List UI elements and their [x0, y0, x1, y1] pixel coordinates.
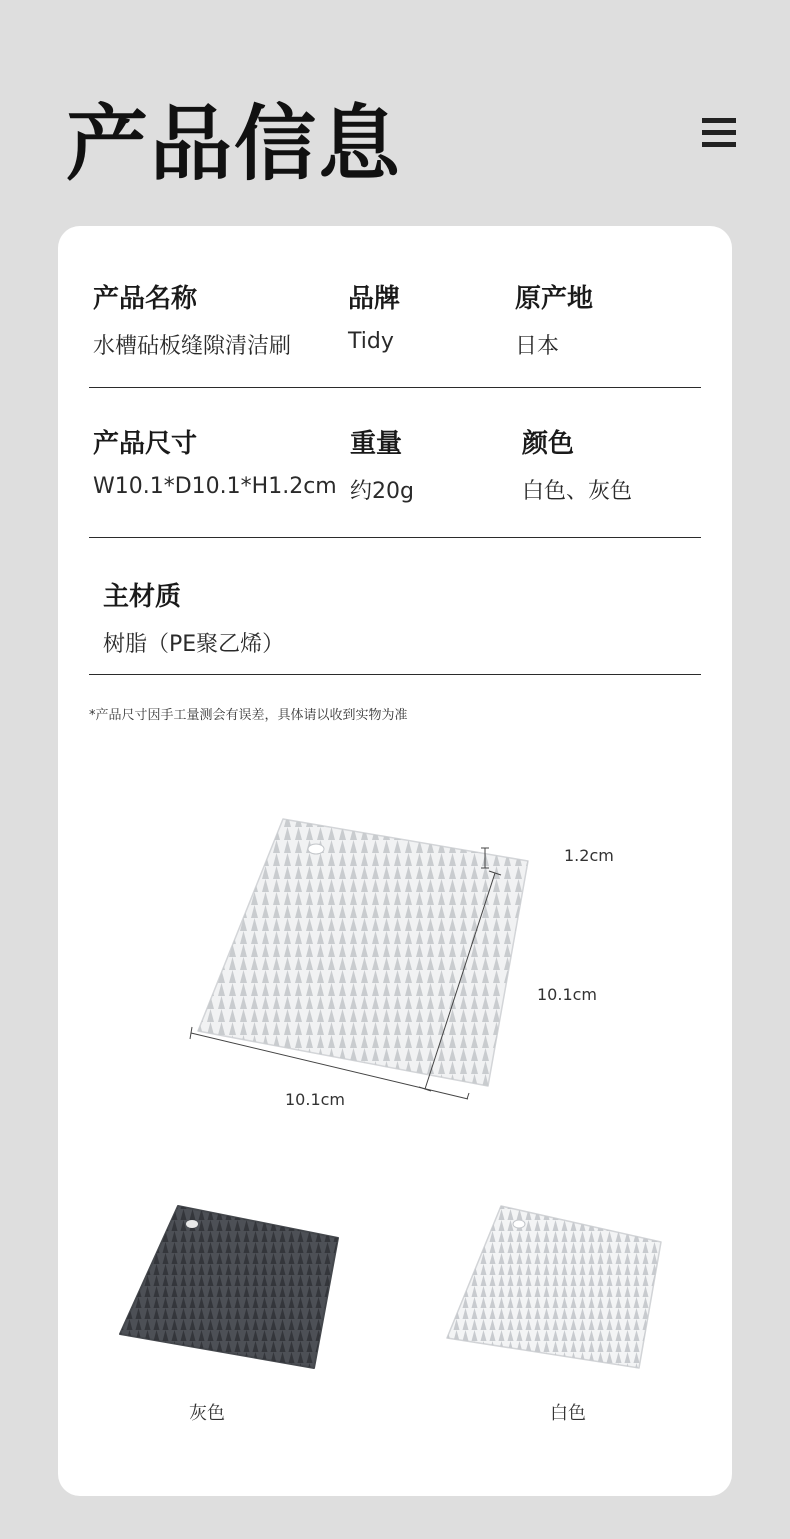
spec-value: W10.1*D10.1*H1.2cm	[93, 474, 337, 499]
spec-brand	[348, 278, 400, 354]
spec-value: 树脂（PE聚乙烯）	[103, 632, 285, 657]
gray-variant-image	[116, 1198, 346, 1373]
spec-label: 原产地	[515, 284, 594, 314]
spec-label: 产品尺寸	[93, 429, 198, 459]
spec-origin	[515, 278, 593, 360]
product-info-card	[58, 226, 732, 1496]
white-variant-image	[443, 1198, 668, 1373]
spec-product-name	[93, 278, 291, 360]
spec-label: 重量	[350, 429, 403, 459]
measurement-note: *产品尺寸因手工量测会有误差，具体请以收到实物为准	[89, 708, 408, 723]
spec-color	[522, 423, 632, 505]
page-title: 产品信息	[66, 97, 403, 192]
brush-dimension-illustration	[183, 801, 603, 1101]
spec-label: 品牌	[348, 284, 401, 314]
divider	[89, 674, 701, 675]
divider	[89, 387, 701, 388]
height-dimension-label: 1.2cm	[564, 846, 614, 865]
white-variant-caption: 白色	[550, 1403, 586, 1424]
spec-material	[103, 576, 284, 658]
divider	[89, 537, 701, 538]
hamburger-menu-icon[interactable]	[702, 118, 736, 148]
spec-value: 日本	[515, 334, 560, 359]
width-dimension-label: 10.1cm	[285, 1090, 346, 1109]
spec-label: 主材质	[103, 582, 182, 612]
spec-value: 白色、灰色	[522, 479, 633, 504]
spec-value: 水槽砧板缝隙清洁刷	[93, 334, 292, 359]
spec-product-size	[93, 423, 337, 499]
spec-weight	[350, 423, 414, 505]
spec-label: 产品名称	[93, 284, 198, 314]
depth-dimension-label: 10.1cm	[537, 985, 598, 1004]
spec-value: 约20g	[350, 479, 414, 504]
spec-label: 颜色	[522, 429, 575, 459]
spec-value: Tidy	[348, 329, 394, 354]
gray-variant-caption: 灰色	[189, 1403, 225, 1424]
